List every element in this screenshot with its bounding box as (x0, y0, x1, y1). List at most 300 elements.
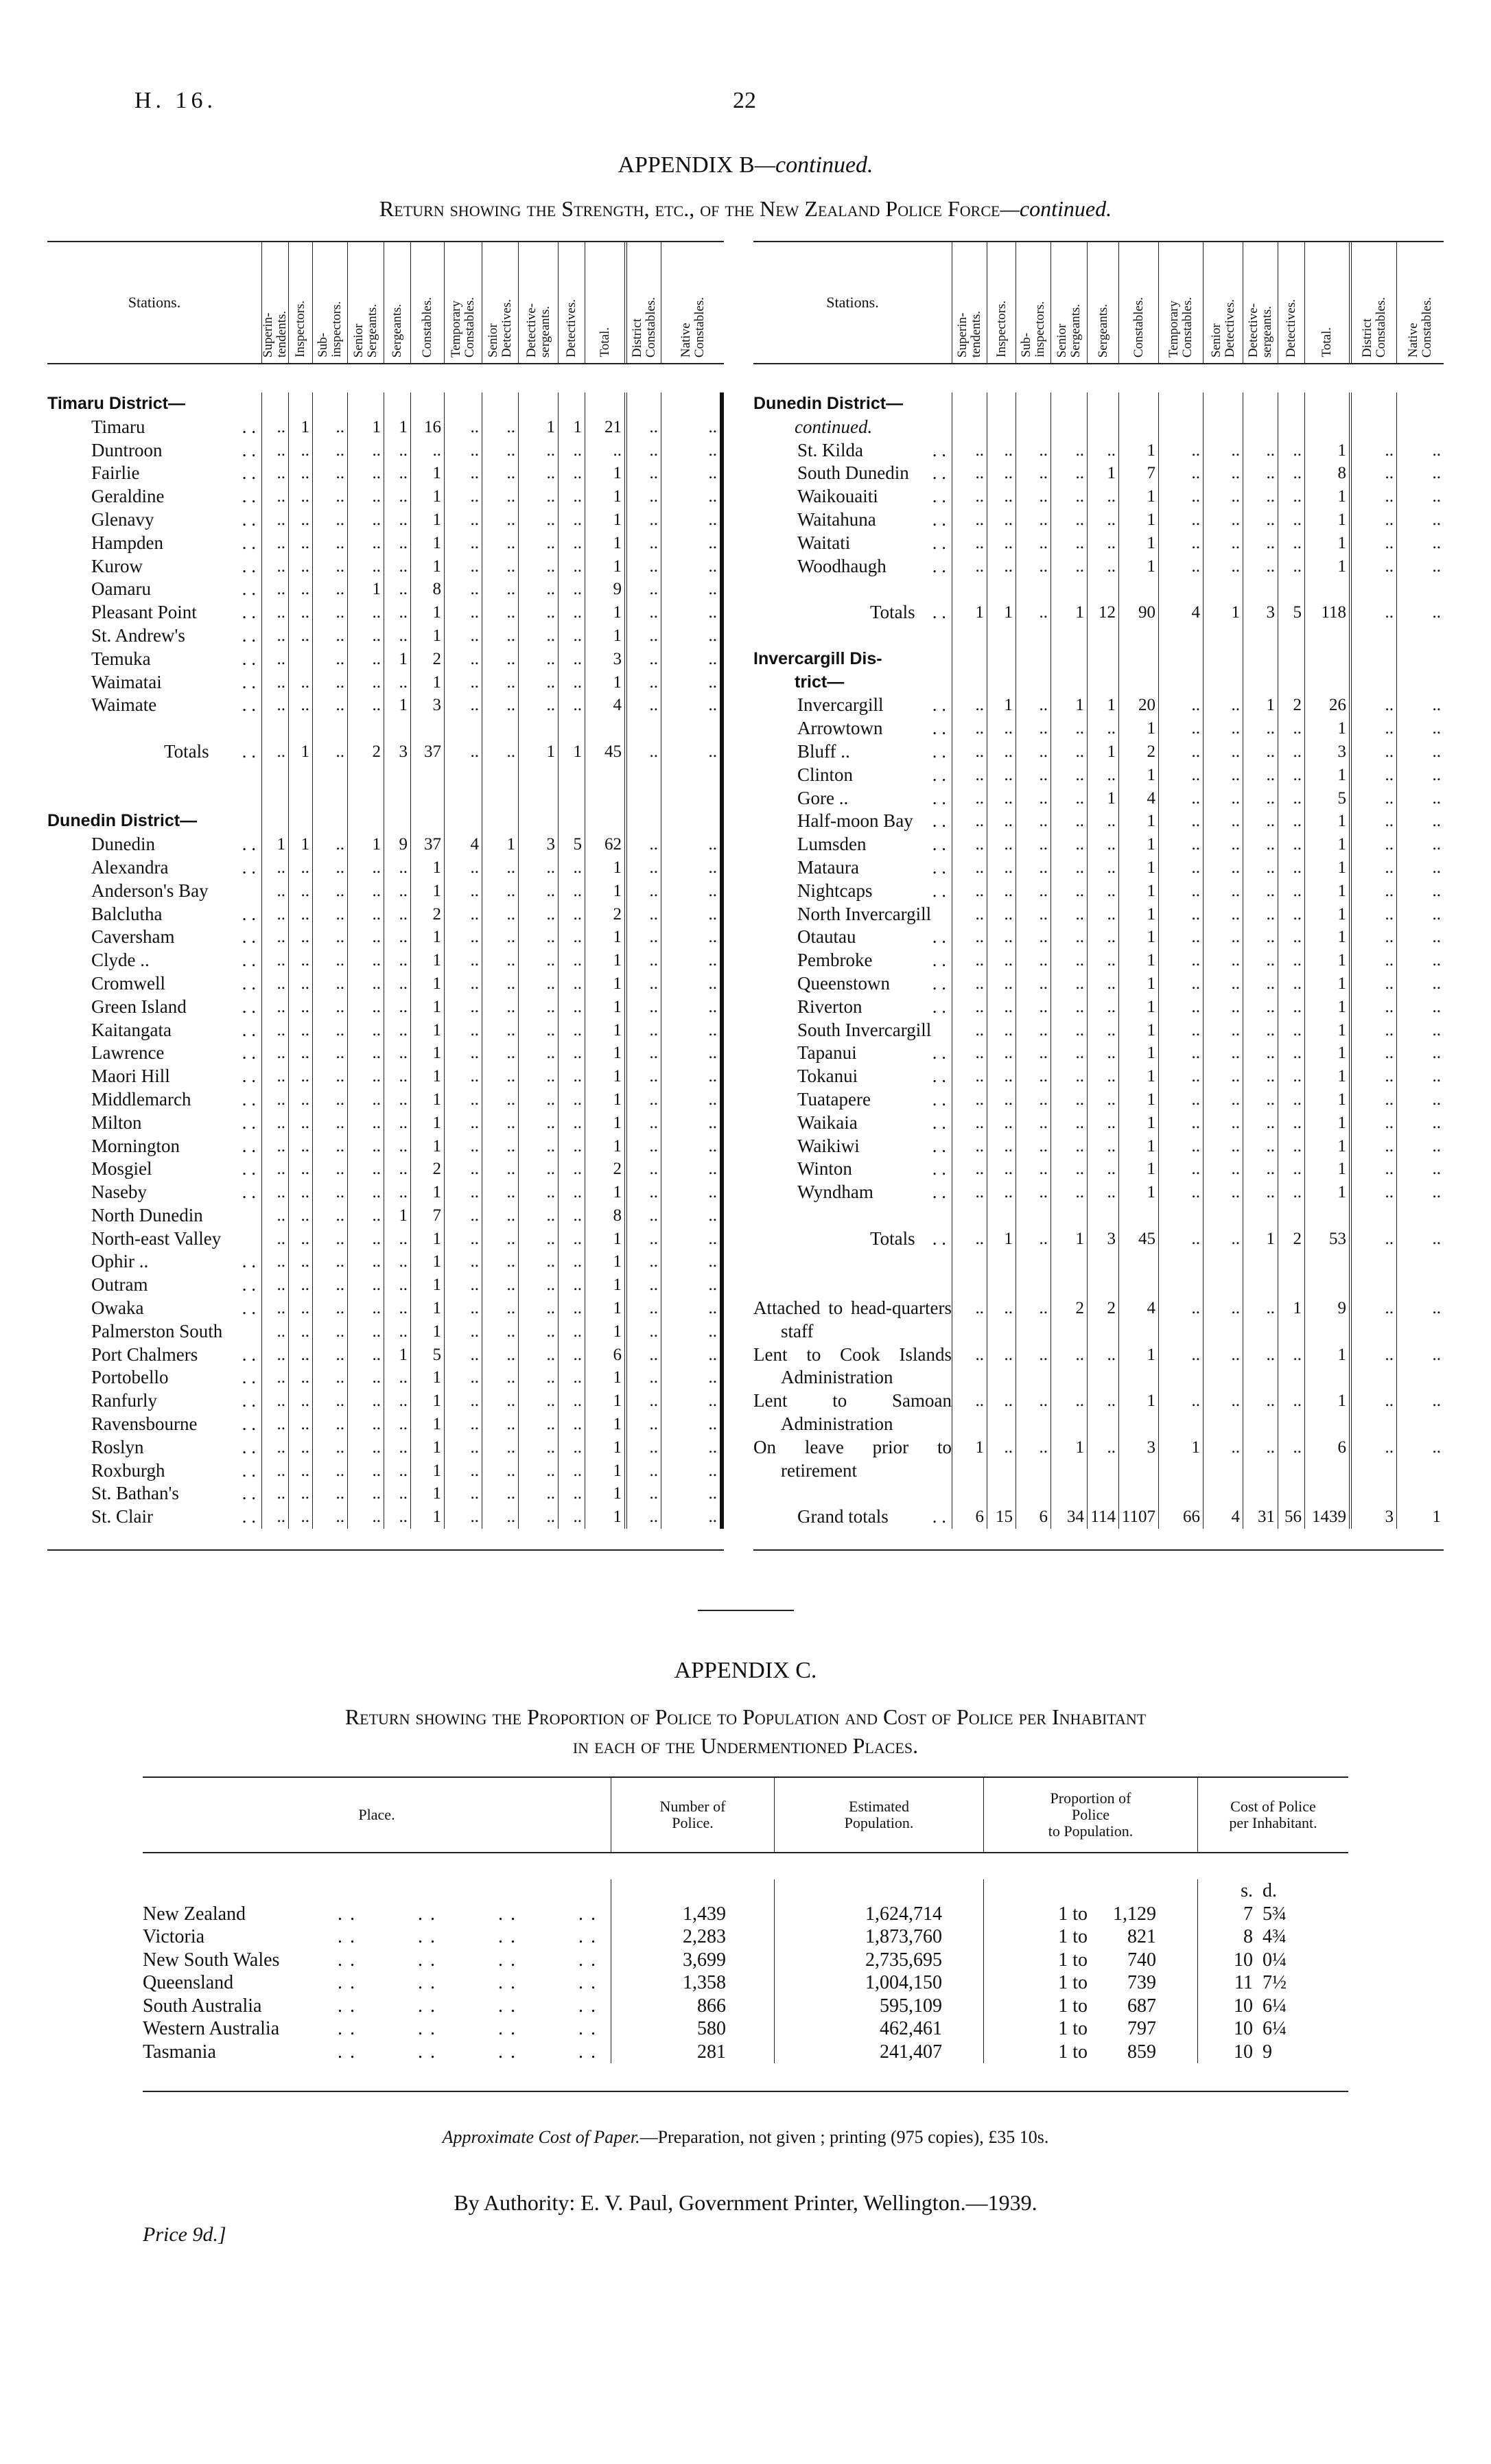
table-row (753, 949, 1444, 972)
cell-total (585, 462, 624, 485)
cell-detectives (558, 717, 585, 740)
cell-sergeants (1087, 485, 1118, 508)
cell-value: .. (649, 742, 658, 761)
cell-value: .. (1385, 858, 1394, 877)
cell-value: .. (1075, 881, 1084, 900)
number-of-police: 3,699 (611, 1949, 774, 1972)
station-name-cell (753, 694, 952, 717)
cell-senior-sergeants (347, 926, 384, 949)
cell-inspectors (288, 810, 312, 833)
cell-value: .. (975, 1160, 984, 1179)
cell-value: .. (277, 1020, 285, 1040)
cell-constables (410, 1505, 444, 1529)
cell-native-constables (661, 810, 724, 833)
cell-native-constables (661, 1459, 724, 1483)
cell-senior-detectives (482, 485, 518, 508)
cell-value: .. (506, 997, 515, 1016)
header-detectives (1278, 242, 1304, 363)
leader-dots: . . (242, 624, 256, 646)
cell-value: .. (546, 556, 555, 576)
cell-detectives (1278, 1204, 1304, 1228)
cell-detective-sergeants (1243, 1436, 1278, 1483)
cell-superintendents (952, 392, 987, 416)
cell-value: .. (649, 464, 658, 483)
cell-detectives (1278, 1297, 1304, 1344)
cell-value: .. (470, 1067, 479, 1086)
cell-detective-sergeants (518, 532, 558, 555)
cell-total (1304, 1505, 1349, 1529)
cell-value: .. (546, 1299, 555, 1318)
proportion-value: 687 (1127, 1995, 1156, 2017)
cell-total (1304, 555, 1349, 578)
cell-senior-sergeants (347, 1297, 384, 1320)
cell-value: .. (470, 1044, 479, 1063)
cell-value: .. (1075, 556, 1084, 576)
leader-dots: . . (242, 1367, 256, 1388)
place-name: South Australia (143, 1995, 262, 2017)
station-name-cell (753, 439, 952, 462)
cell-sergeants (384, 1088, 410, 1112)
cell-value: .. (649, 928, 658, 947)
cell-value: .. (336, 1067, 344, 1086)
cell-detectives (558, 996, 585, 1019)
cell-value: 1 (1107, 696, 1116, 715)
cell-total (585, 1459, 624, 1483)
station-name: Lumsden (797, 834, 867, 855)
cell-temporary-constables (1158, 1344, 1203, 1390)
leader-dots: . . (932, 462, 946, 484)
cell-value: .. (399, 1160, 408, 1179)
appendix-b-title-suffix: —continued. (754, 152, 873, 178)
cell-sub-inspectors (312, 1344, 347, 1367)
cell-value: .. (1191, 858, 1200, 877)
cell-detective-sergeants (518, 1019, 558, 1042)
cell-senior-detectives (482, 949, 518, 972)
cell-district-constables (624, 1042, 661, 1065)
cell-value: .. (573, 1438, 582, 1457)
place-cell (143, 2017, 611, 2041)
cell-total (1304, 949, 1349, 972)
cell-value: .. (470, 1415, 479, 1434)
cell-value: 1 (432, 1438, 441, 1457)
cell-value: .. (1075, 533, 1084, 552)
cell-value: .. (546, 951, 555, 970)
cell-detectives (558, 1274, 585, 1297)
cell-value: 1 (1147, 441, 1155, 460)
cell-value: .. (301, 1322, 309, 1341)
cell-value: .. (573, 533, 582, 552)
cell-value: 1 (432, 603, 441, 622)
cell-native-constables (1396, 578, 1444, 601)
cell-sub-inspectors (312, 416, 347, 439)
cell-temporary-constables (1158, 1505, 1203, 1529)
cell-inspectors (987, 1297, 1015, 1344)
cell-value: .. (1004, 1020, 1013, 1040)
cell-value: .. (546, 904, 555, 924)
cell-value: 1 (372, 580, 381, 599)
cell-value: .. (649, 1484, 658, 1503)
cell-detectives (1278, 694, 1304, 717)
cell-district-constables (624, 717, 661, 740)
cell-sub-inspectors (312, 392, 347, 416)
cell-inspectors (987, 740, 1015, 764)
cell-sub-inspectors (312, 1135, 347, 1158)
cell-temporary-constables (1158, 485, 1203, 508)
cell-value: .. (277, 1415, 285, 1434)
cell-total (1304, 485, 1349, 508)
number-of-police: 866 (611, 1995, 774, 2018)
station-name: Half-moon Bay (797, 810, 913, 832)
cell-sub-inspectors (1015, 1065, 1050, 1088)
cell-value: .. (1075, 441, 1084, 460)
table-row (753, 903, 1444, 926)
cell-value: .. (372, 533, 381, 552)
cell-inspectors (288, 1181, 312, 1204)
cell-value: .. (1039, 441, 1048, 460)
cell-temporary-constables (444, 1181, 482, 1204)
cell-detectives (558, 903, 585, 926)
cell-constables (410, 1228, 444, 1251)
cell-value: .. (1039, 1044, 1048, 1063)
cell-constables (410, 1297, 444, 1320)
cell-senior-sergeants (347, 787, 384, 810)
cell-value: 1 (1147, 719, 1155, 738)
cell-value: .. (372, 1020, 381, 1040)
cell-value: .. (1293, 1067, 1302, 1086)
cell-value: .. (277, 580, 285, 599)
cell-native-constables (1396, 1250, 1444, 1274)
cell-value: .. (1432, 1113, 1441, 1132)
cell-inspectors (288, 1274, 312, 1297)
cell-value: 1 (1147, 951, 1155, 970)
cell-detective-sergeants (1243, 624, 1278, 648)
cost-cell (1197, 1903, 1348, 1926)
cell-value: .. (301, 1206, 309, 1225)
cell-district-constables (1349, 648, 1396, 671)
station-name: Attached to head-quarters staff (753, 1298, 952, 1341)
leader-dots: . . (242, 1274, 256, 1295)
cell-total (585, 856, 624, 880)
cell-value: .. (546, 464, 555, 483)
cost-cell (1197, 1971, 1348, 1995)
cell-district-constables (624, 1112, 661, 1135)
cell-value: .. (506, 742, 515, 761)
table-row (47, 1274, 724, 1297)
cell-value: .. (336, 858, 344, 877)
cell-inspectors (987, 1436, 1015, 1483)
cost-shillings: 10 (1234, 2018, 1253, 2039)
cell-senior-detectives (482, 1250, 518, 1274)
cell-constables (1118, 485, 1158, 508)
cell-senior-sergeants (1050, 1204, 1087, 1228)
cell-value: .. (573, 1229, 582, 1248)
cell-detectives (1278, 1019, 1304, 1042)
cell-value: .. (649, 626, 658, 645)
cell-constables (410, 392, 444, 416)
cell-value: .. (1004, 1044, 1013, 1063)
proportion-prefix: 1 to (1058, 1926, 1088, 1947)
cell-value: .. (1107, 1020, 1116, 1040)
cell-value: .. (372, 1136, 381, 1155)
cell-value: .. (1266, 1345, 1275, 1364)
cell-value: .. (506, 928, 515, 947)
cell-inspectors (288, 532, 312, 555)
station-name: Geraldine (91, 486, 165, 507)
cell-total (1304, 810, 1349, 833)
cell-value: .. (1231, 556, 1240, 576)
cell-native-constables (661, 694, 724, 717)
cell-senior-detectives (1203, 1344, 1243, 1390)
totals-row (753, 601, 1444, 624)
cell-detectives (1278, 508, 1304, 532)
cell-senior-sergeants (1050, 856, 1087, 880)
cell-native-constables (661, 1389, 724, 1413)
cell-senior-detectives (1203, 694, 1243, 717)
cell-inspectors (288, 1135, 312, 1158)
cell-senior-detectives (482, 392, 518, 416)
cell-value: .. (1266, 904, 1275, 924)
cell-sub-inspectors (312, 1459, 347, 1483)
cell-superintendents (952, 810, 987, 833)
station-name: Waitati (797, 532, 851, 553)
cell-value: .. (372, 1461, 381, 1480)
cell-value: .. (1039, 1229, 1048, 1248)
cell-senior-detectives (482, 1366, 518, 1389)
table-row (47, 601, 724, 624)
cell-value: .. (708, 1322, 717, 1341)
cell-value: .. (1293, 765, 1302, 784)
cell-value: .. (399, 997, 408, 1016)
cell-superintendents (952, 1042, 987, 1065)
cell-value: .. (506, 1206, 515, 1225)
cell-value: .. (399, 533, 408, 552)
cell-sergeants (1087, 1204, 1118, 1228)
cell-inspectors (288, 1250, 312, 1274)
cell-temporary-constables (1158, 880, 1203, 903)
header-native-constables (661, 242, 724, 363)
table-row (47, 1250, 724, 1274)
cell-constables (1118, 1482, 1158, 1505)
place-cell (143, 2041, 611, 2064)
cell-inspectors (288, 1505, 312, 1529)
cell-value: 45 (1138, 1229, 1155, 1248)
cell-senior-detectives (482, 1274, 518, 1297)
cell-detectives (558, 1436, 585, 1459)
cell-value: .. (506, 1507, 515, 1527)
cell-senior-sergeants (347, 1320, 384, 1344)
cell-constables (410, 462, 444, 485)
cell-value: .. (573, 603, 582, 622)
cell-constables (1118, 833, 1158, 856)
cell-value: .. (277, 1090, 285, 1109)
cell-value: .. (1385, 1113, 1394, 1132)
cell-value: .. (1107, 1113, 1116, 1132)
spacer-row (47, 787, 724, 810)
cell-native-constables (1396, 926, 1444, 949)
station-name-cell (47, 996, 261, 1019)
table-row (47, 1297, 724, 1320)
cell-constables (410, 624, 444, 648)
cell-sergeants (384, 972, 410, 996)
cell-value: 1 (1147, 904, 1155, 924)
cell-temporary-constables (1158, 1389, 1203, 1436)
estimated-population: 2,735,695 (774, 1949, 983, 1972)
cell-constables (410, 972, 444, 996)
cell-value: .. (975, 742, 984, 761)
cell-sub-inspectors (312, 972, 347, 996)
cell-sergeants (1087, 532, 1118, 555)
cell-district-constables (1349, 624, 1396, 648)
cell-total (1304, 416, 1349, 439)
cell-constables (410, 1413, 444, 1436)
cell-superintendents (261, 810, 288, 833)
cell-native-constables (661, 624, 724, 648)
table-row (47, 972, 724, 996)
cell-constables (1118, 532, 1158, 555)
cell-senior-detectives (1203, 1135, 1243, 1158)
cell-constables (1118, 1505, 1158, 1529)
cell-senior-detectives (482, 764, 518, 787)
cell-constables (410, 416, 444, 439)
cell-superintendents (261, 996, 288, 1019)
cell-inspectors (288, 462, 312, 485)
cell-sub-inspectors (1015, 1204, 1050, 1228)
cell-detective-sergeants (1243, 648, 1278, 671)
cell-value: .. (277, 603, 285, 622)
cell-senior-detectives (1203, 416, 1243, 439)
station-name: Alexandra (91, 856, 169, 878)
table-row (47, 1019, 724, 1042)
place-cell (143, 1949, 611, 1972)
cell-value: .. (649, 1345, 658, 1364)
table-row (47, 508, 724, 532)
table-row (753, 1389, 1444, 1436)
cell-total (585, 764, 624, 787)
cell-value: .. (546, 1229, 555, 1248)
cell-value: .. (573, 649, 582, 668)
proportion-cell (983, 1995, 1197, 2018)
cell-value: .. (1385, 1044, 1394, 1063)
cell-inspectors (288, 903, 312, 926)
cost-shillings: 8 (1243, 1926, 1253, 1947)
cell-value: .. (1385, 696, 1394, 715)
cell-superintendents (952, 1019, 987, 1042)
cell-sergeants (384, 1366, 410, 1389)
cell-value: .. (1039, 719, 1048, 738)
cell-total (585, 1482, 624, 1505)
cell-value: .. (372, 1229, 381, 1248)
cell-senior-sergeants (347, 1436, 384, 1459)
cell-value: .. (470, 1206, 479, 1225)
cell-superintendents (261, 1204, 288, 1228)
cell-value: .. (1004, 1438, 1013, 1457)
cell-value: 1 (1075, 603, 1084, 622)
cell-value: .. (975, 951, 984, 970)
cell-superintendents (261, 555, 288, 578)
cell-value: .. (1075, 858, 1084, 877)
cell-inspectors (288, 740, 312, 764)
cell-total (1304, 578, 1349, 601)
header-label: Sub- inspectors. (316, 301, 344, 357)
cell-value: 15 (996, 1507, 1013, 1527)
cell-senior-detectives (482, 926, 518, 949)
leader-dots: . . (242, 996, 256, 1017)
cell-value: 1 (613, 1461, 622, 1480)
cell-senior-sergeants (1050, 485, 1087, 508)
cell-sergeants (1087, 601, 1118, 624)
cell-value: 1 (432, 928, 441, 947)
cell-superintendents (952, 856, 987, 880)
leader-dots: . . (242, 950, 256, 971)
station-name-cell (47, 485, 261, 508)
cell-superintendents (261, 1413, 288, 1436)
district-heading-row (753, 648, 1444, 671)
cell-sub-inspectors (312, 1228, 347, 1251)
cell-value: .. (301, 881, 309, 900)
cell-temporary-constables (1158, 532, 1203, 555)
cell-value: .. (1293, 1345, 1302, 1364)
cell-value: .. (399, 1020, 408, 1040)
station-name: Anderson's Bay (91, 880, 209, 901)
station-name: Woodhaugh (797, 555, 887, 576)
cell-district-constables (1349, 462, 1396, 485)
cell-district-constables (1349, 717, 1396, 740)
cell-value: 2 (1075, 1299, 1084, 1318)
table-row (753, 1112, 1444, 1135)
cell-value: .. (708, 858, 717, 877)
cell-value: .. (975, 904, 984, 924)
cell-value: .. (277, 464, 285, 483)
estimated-population: 595,109 (774, 1995, 983, 2018)
cell-senior-detectives (482, 439, 518, 462)
cell-sergeants (384, 1158, 410, 1181)
spacer-row (753, 578, 1444, 601)
cell-temporary-constables (444, 694, 482, 717)
cell-temporary-constables (444, 996, 482, 1019)
document-reference: H. 16. (134, 88, 218, 113)
cell-value: .. (546, 858, 555, 877)
estimated-population: 1,624,714 (774, 1903, 983, 1926)
leader-dots: . . (242, 926, 256, 948)
station-name-cell (753, 1274, 952, 1297)
cell-native-constables (661, 972, 724, 996)
station-name: Totals (870, 1228, 915, 1249)
cell-superintendents (261, 740, 288, 764)
cell-superintendents (952, 1389, 987, 1436)
cell-value: .. (708, 1392, 717, 1411)
table-row (47, 926, 724, 949)
cell-superintendents (952, 1181, 987, 1204)
cell-detectives (1278, 532, 1304, 555)
cell-inspectors (288, 764, 312, 787)
cell-value: .. (1385, 464, 1394, 483)
cell-sub-inspectors (1015, 1158, 1050, 1181)
cell-senior-detectives (1203, 532, 1243, 555)
cell-native-constables (661, 601, 724, 624)
cell-superintendents (952, 1088, 987, 1112)
cell-native-constables (661, 717, 724, 740)
cell-native-constables (1396, 1204, 1444, 1228)
cell-senior-detectives (482, 1436, 518, 1459)
cell-value: .. (470, 1020, 479, 1040)
cell-value: .. (336, 974, 344, 993)
cell-value: 1 (1147, 765, 1155, 784)
printer-authority: By Authority: E. V. Paul, Government Printer, Wellington.—1939. (454, 2190, 1037, 2215)
cell-value: .. (372, 904, 381, 924)
cell-value: .. (1107, 812, 1116, 831)
cell-district-constables (1349, 1042, 1396, 1065)
cell-senior-sergeants (1050, 462, 1087, 485)
